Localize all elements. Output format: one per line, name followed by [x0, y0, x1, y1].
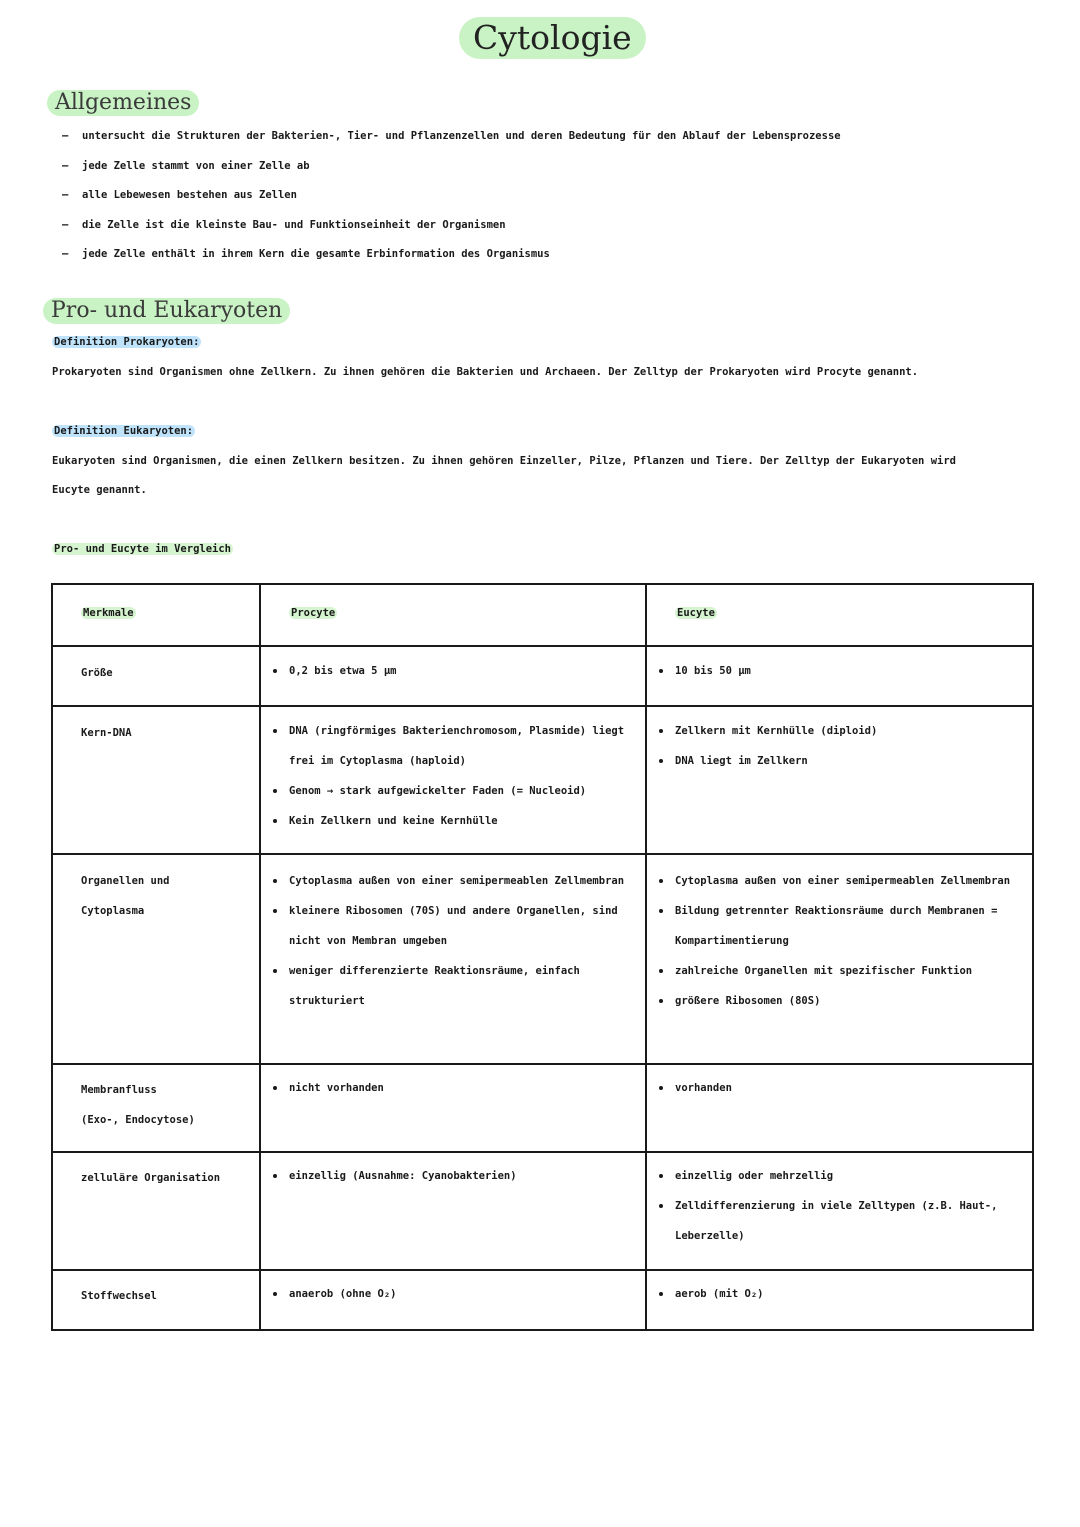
- table-row: [52, 1064, 1033, 1152]
- list-item: Kein Zellkern und keine Kernhülle: [273, 806, 635, 836]
- list-item: Cytoplasma außen von einer semipermeablen Zellmembran: [659, 866, 1022, 896]
- header-merkmale: Merkmale: [83, 607, 134, 619]
- row-label: Membranfluss: [81, 1084, 157, 1096]
- list-item: – jede Zelle stammt von einer Zelle ab: [62, 159, 310, 172]
- list-item: weniger differenzierte Reaktionsräume, einfach strukturiert: [273, 956, 635, 1016]
- list-item: – die Zelle ist die kleinste Bau- und Funktionseinheit der Organismen: [62, 218, 506, 231]
- list-item: einzellig (Ausnahme: Cyanobakterien): [273, 1161, 635, 1191]
- list-item: kleinere Ribosomen (70S) und andere Organellen, sind nicht von Membran umgeben: [273, 896, 635, 956]
- row-label: (Exo-, Endocytose): [81, 1114, 195, 1126]
- table-row: [52, 1270, 1033, 1330]
- definition-eukaryoten-heading: Definition Eukaryoten:: [54, 425, 194, 437]
- table-row: [52, 706, 1033, 854]
- list-item: 10 bis 50 µm: [659, 656, 1022, 686]
- comparison-table: [51, 583, 1034, 1331]
- list-item: Zellkern mit Kernhülle (diploid): [659, 716, 1022, 746]
- list-item: – jede Zelle enthält in ihrem Kern die gesamte Erbinformation des Organismus: [62, 248, 550, 260]
- list-item: Genom → stark aufgewickelter Faden (= Nucleoid): [273, 776, 635, 806]
- table-row: [52, 854, 1033, 1064]
- definition-prokaryoten-heading: Definition Prokaryoten:: [54, 336, 200, 348]
- list-item: 0,2 bis etwa 5 µm: [273, 656, 635, 686]
- list-item: DNA (ringförmiges Bakterienchromosom, Plasmide) liegt frei im Cytoplasma (haploid): [273, 716, 635, 776]
- row-label: Stoffwechsel: [81, 1290, 157, 1302]
- header-procyte: Procyte: [291, 607, 336, 619]
- definition-prokaryoten-text: Prokaryoten sind Organismen ohne Zellkern. Zu ihnen gehören die Bakterien und Archaeen. Der Zelltyp der Prokaryoten wird Procyte genannt.: [52, 366, 919, 378]
- list-item: anaerob (ohne O₂): [273, 1279, 635, 1309]
- row-label: Kern-DNA: [81, 727, 132, 739]
- row-label: Organellen und: [81, 875, 170, 887]
- section-title-pro-eukaryoten: Pro- und Eukaryoten: [43, 298, 290, 324]
- page-title: Cytologie: [459, 17, 646, 59]
- table-row: [52, 646, 1033, 706]
- list-item: vorhanden: [659, 1073, 1022, 1103]
- header-eucyte: Eucyte: [677, 607, 715, 619]
- compare-heading: Pro- und Eucyte im Vergleich: [54, 543, 232, 555]
- list-item: – alle Lebewesen bestehen aus Zellen: [62, 189, 297, 201]
- row-label: Cytoplasma: [81, 905, 145, 917]
- definition-eukaryoten-text-line1: Eukaryoten sind Organismen, die einen Zellkern besitzen. Zu ihnen gehören Einzeller, Pilze, Pflanzen und Tiere. Der Zelltyp der Eukaryoten wird: [52, 455, 956, 467]
- row-label: Größe: [81, 667, 113, 679]
- table-row: [52, 1152, 1033, 1270]
- list-item: Cytoplasma außen von einer semipermeablen Zellmembran: [273, 866, 635, 896]
- allgemeines-list: [62, 124, 841, 272]
- table-header-row: [52, 584, 1033, 646]
- list-item: zahlreiche Organellen mit spezifischer Funktion: [659, 956, 1022, 986]
- row-label: zelluläre Organisation: [81, 1172, 221, 1184]
- definition-eukaryoten-text-line2: Eucyte genannt.: [52, 484, 147, 496]
- list-item: größere Ribosomen (80S): [659, 986, 1022, 1016]
- section-title-allgemeines: Allgemeines: [47, 90, 199, 116]
- list-item: nicht vorhanden: [273, 1073, 635, 1103]
- list-item: Zelldifferenzierung in viele Zelltypen (z.B. Haut-, Leberzelle): [659, 1191, 1022, 1251]
- list-item: DNA liegt im Zellkern: [659, 746, 1022, 776]
- list-item: Bildung getrennter Reaktionsräume durch Membranen = Kompartimentierung: [659, 896, 1022, 956]
- list-item: aerob (mit O₂): [659, 1279, 1022, 1309]
- list-item: einzellig oder mehrzellig: [659, 1161, 1022, 1191]
- list-item: – untersucht die Strukturen der Bakterien-, Tier- und Pflanzenzellen und deren Bedeutung für den Ablauf der Lebensprozesse: [62, 130, 841, 142]
